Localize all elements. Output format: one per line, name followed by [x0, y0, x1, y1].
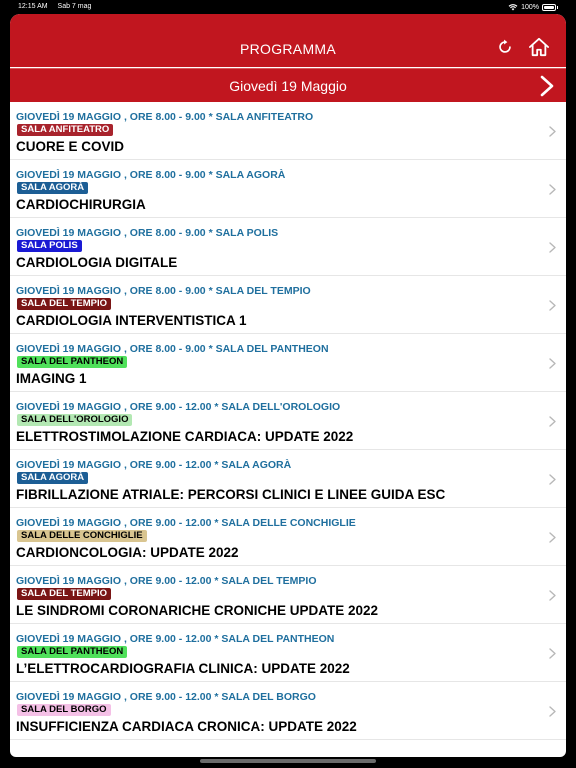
- date-label: Giovedì 19 Maggio: [229, 77, 347, 94]
- list-item[interactable]: [10, 276, 566, 334]
- list-item[interactable]: [10, 334, 566, 392]
- navbar: [10, 14, 566, 67]
- room-badge: SALA DEL TEMPIO: [17, 298, 111, 310]
- room-badge: SALA DELLE CONCHIGLIE: [17, 530, 147, 542]
- home-indicator[interactable]: [200, 759, 376, 763]
- chevron-right-icon: [549, 184, 556, 195]
- session-time: GIOVEDÌ 19 MAGGIO , ORE 9.00 - 12.00 * SALA DELLE CONCHIGLIE: [16, 517, 356, 529]
- room-badge: SALA AGORÀ: [17, 472, 88, 484]
- battery-icon: [542, 4, 556, 11]
- session-title: CARDIOCHIRURGIA: [16, 197, 146, 212]
- room-badge: SALA DEL PANTHEON: [17, 356, 127, 368]
- room-badge: SALA DEL BORGO: [17, 704, 111, 716]
- status-right: [508, 3, 558, 11]
- session-time: GIOVEDÌ 19 MAGGIO , ORE 9.00 - 12.00 * SALA DELL'OROLOGIO: [16, 401, 341, 413]
- chevron-right-icon: [549, 474, 556, 485]
- list-item[interactable]: [10, 218, 566, 276]
- chevron-right-icon[interactable]: [540, 75, 554, 97]
- chevron-right-icon: [549, 126, 556, 137]
- list-item[interactable]: [10, 682, 566, 740]
- session-time: GIOVEDÌ 19 MAGGIO , ORE 9.00 - 12.00 * SALA DEL TEMPIO: [16, 575, 317, 587]
- date-bar: [10, 68, 566, 102]
- list-item[interactable]: [10, 566, 566, 624]
- session-time: GIOVEDÌ 19 MAGGIO , ORE 8.00 - 9.00 * SALA POLIS: [16, 227, 279, 239]
- session-title: CARDIONCOLOGIA: UPDATE 2022: [16, 545, 239, 560]
- session-time: GIOVEDÌ 19 MAGGIO , ORE 9.00 - 12.00 * SALA DEL BORGO: [16, 691, 316, 703]
- session-time: GIOVEDÌ 19 MAGGIO , ORE 9.00 - 12.00 * SALA AGORÀ: [16, 459, 292, 471]
- status-bar: [0, 0, 576, 14]
- session-title: CARDIOLOGIA INTERVENTISTICA 1: [16, 313, 247, 328]
- battery-tip: [557, 6, 558, 9]
- room-badge: SALA AGORÀ: [17, 182, 88, 194]
- list-item[interactable]: [10, 624, 566, 682]
- chevron-right-icon: [549, 590, 556, 601]
- status-date: Sab 7 mag: [57, 3, 92, 10]
- app-sheet: [10, 14, 566, 757]
- chevron-right-icon: [549, 416, 556, 427]
- session-title: ELETTROSTIMOLAZIONE CARDIACA: UPDATE 2022: [16, 429, 354, 444]
- chevron-right-icon: [549, 358, 556, 369]
- session-time: GIOVEDÌ 19 MAGGIO , ORE 8.00 - 9.00 * SALA AGORÀ: [16, 169, 286, 181]
- room-badge: SALA POLIS: [17, 240, 82, 252]
- session-time: GIOVEDÌ 19 MAGGIO , ORE 8.00 - 9.00 * SALA ANFITEATRO: [16, 111, 314, 123]
- page-title: PROGRAMMA: [239, 40, 337, 57]
- session-title: LE SINDROMI CORONARICHE CRONICHE UPDATE 2022: [16, 603, 379, 618]
- status-time: 12:15 AM: [18, 3, 48, 10]
- list-item[interactable]: [10, 160, 566, 218]
- room-badge: SALA DEL PANTHEON: [17, 646, 127, 658]
- session-title: INSUFFICIENZA CARDIACA CRONICA: UPDATE 2022: [16, 719, 357, 734]
- session-title: CUORE E COVID: [16, 139, 125, 154]
- room-badge: SALA DEL TEMPIO: [17, 588, 111, 600]
- list-item[interactable]: [10, 392, 566, 450]
- list-item[interactable]: [10, 102, 566, 160]
- battery-percent: 100%: [521, 3, 539, 11]
- status-left: [18, 3, 99, 10]
- session-time: GIOVEDÌ 19 MAGGIO , ORE 9.00 - 12.00 * SALA DEL PANTHEON: [16, 633, 335, 645]
- refresh-icon[interactable]: [496, 38, 514, 56]
- chevron-right-icon: [549, 532, 556, 543]
- session-title: IMAGING 1: [16, 371, 87, 386]
- session-title: FIBRILLAZIONE ATRIALE: PERCORSI CLINICI E LINEE GUIDA ESC: [16, 487, 446, 502]
- room-badge: SALA ANFITEATRO: [17, 124, 113, 136]
- session-time: GIOVEDÌ 19 MAGGIO , ORE 8.00 - 9.00 * SALA DEL PANTHEON: [16, 343, 329, 355]
- room-badge: SALA DELL'OROLOGIO: [17, 414, 132, 426]
- session-title: CARDIOLOGIA DIGITALE: [16, 255, 178, 270]
- wifi-icon: [508, 3, 518, 11]
- chevron-right-icon: [549, 300, 556, 311]
- session-list: [10, 102, 566, 740]
- chevron-right-icon: [549, 242, 556, 253]
- chevron-right-icon: [549, 648, 556, 659]
- home-icon[interactable]: [528, 37, 550, 57]
- chevron-right-icon: [549, 706, 556, 717]
- session-time: GIOVEDÌ 19 MAGGIO , ORE 8.00 - 9.00 * SALA DEL TEMPIO: [16, 285, 311, 297]
- session-title: L’ELETTROCARDIOGRAFIA CLINICA: UPDATE 2022: [16, 661, 350, 676]
- list-item[interactable]: [10, 508, 566, 566]
- list-item[interactable]: [10, 450, 566, 508]
